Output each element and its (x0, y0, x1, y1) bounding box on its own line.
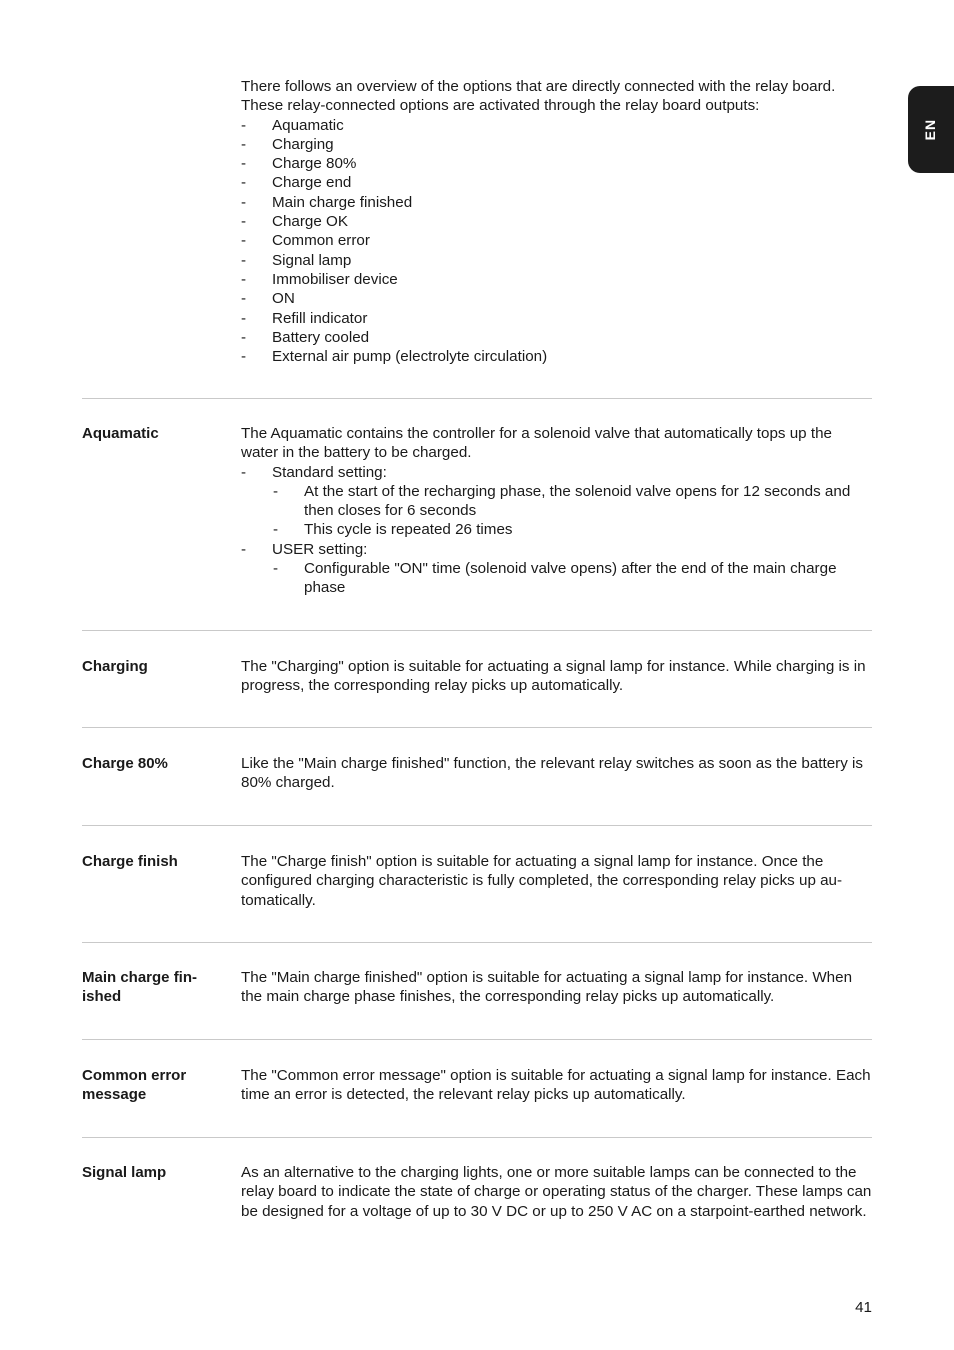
list-item: - Charge OK (241, 212, 873, 231)
section-label-common-error: Common error message (82, 1067, 187, 1104)
section-divider (82, 1039, 872, 1040)
standard-setting-label: Standard setting: (272, 463, 387, 481)
list-item: - Battery cooled (241, 328, 873, 347)
list-item: - Aquamatic (241, 116, 873, 135)
list-item: - External air pump (electrolyte circulation) (241, 347, 873, 366)
user-setting-label: USER setting: (272, 540, 368, 558)
section-divider (82, 398, 872, 399)
list-item: - Charging (241, 135, 873, 154)
section-label-charge-80: Charge 80% (82, 755, 168, 772)
section-divider (82, 1137, 872, 1138)
section-label-aquamatic: Aquamatic (82, 425, 159, 442)
charge-finish-text: The "Charge finish" option is suitable for actuating a signal lamp for instance. Once the configured charging characteristic is fully completed, the corresponding relay picks up automatically. (241, 853, 843, 909)
list-item: - Main charge finished (241, 193, 873, 212)
charging-text: The "Charging" option is suitable for actuating a signal lamp for instance. While charging is in progress, the corresponding relay picks up automatically. (241, 658, 866, 695)
list-item (241, 463, 873, 482)
section-body-charge-finish (241, 852, 873, 910)
section-label-charging: Charging (82, 658, 148, 675)
section-body-main-charge-finished (241, 968, 873, 1007)
language-tab-label: EN (922, 118, 939, 141)
section-label-main-charge-finished: Main charge finished (82, 969, 198, 1006)
section-body-charge-80 (241, 754, 873, 793)
signal-lamp-text: As an alternative to the charging lights, one or more suitable lamps can be connected to the relay board to indicate the state of charge or operating status of the charger. These lamps can be designed for a voltage of up to 30 V DC or up to 250 V AC on a starpoint-earthed network. (241, 1164, 872, 1220)
section-body-signal-lamp (241, 1163, 873, 1221)
page-number: 41 (855, 1299, 872, 1316)
aquamatic-user-list (241, 540, 873, 559)
main-charge-finished-text: The "Main charge finished" option is suitable for actuating a signal lamp for instance. When the main charge phase finishes, the corresponding relay picks up automatically. (241, 969, 853, 1006)
intro-section (241, 77, 873, 366)
section-body-charging (241, 657, 873, 696)
section-label-charge-finish: Charge finish (82, 853, 178, 870)
standard-setting-list (241, 482, 873, 540)
list-item: - Configurable "ON" time (solenoid valve opens) after the end of the main charge phase (241, 559, 873, 598)
section-body-aquamatic (241, 424, 873, 598)
list-item: - ON (241, 289, 873, 308)
relay-options-list (241, 116, 873, 367)
user-setting-list (241, 559, 873, 598)
list-item: - Common error (241, 231, 873, 250)
list-item: - Charge 80% (241, 154, 873, 173)
list-item: - At the start of the recharging phase, the solenoid valve opens for 12 seconds and then closes for 6 seconds (241, 482, 873, 521)
aquamatic-settings-list (241, 463, 873, 482)
section-divider (82, 727, 872, 728)
common-error-text: The "Common error message" option is suitable for actuating a signal lamp for instance. Each time an error is detected, the relevant relay picks up automatically. (241, 1067, 871, 1104)
charge-80-text: Like the "Main charge finished" function, the relevant relay switches as soon as the battery is 80% charged. (241, 755, 863, 792)
list-item: - Immobiliser device (241, 270, 873, 289)
list-item: - Refill indicator (241, 309, 873, 328)
list-item: - Signal lamp (241, 251, 873, 270)
section-divider (82, 825, 872, 826)
section-body-common-error (241, 1066, 873, 1105)
section-label-signal-lamp: Signal lamp (82, 1164, 167, 1181)
list-item (241, 540, 873, 559)
section-divider (82, 942, 872, 943)
list-item: - This cycle is repeated 26 times (241, 520, 873, 539)
aquamatic-text: The Aquamatic contains the controller for a solenoid valve that automatically tops up the water in the battery to be charged. (241, 425, 832, 462)
section-divider (82, 630, 872, 631)
language-tab (908, 86, 954, 173)
list-item: - Charge end (241, 173, 873, 192)
intro-text: There follows an overview of the options that are directly connected with the relay board. These relay-connected options are activated through the relay board outputs: (241, 78, 836, 115)
